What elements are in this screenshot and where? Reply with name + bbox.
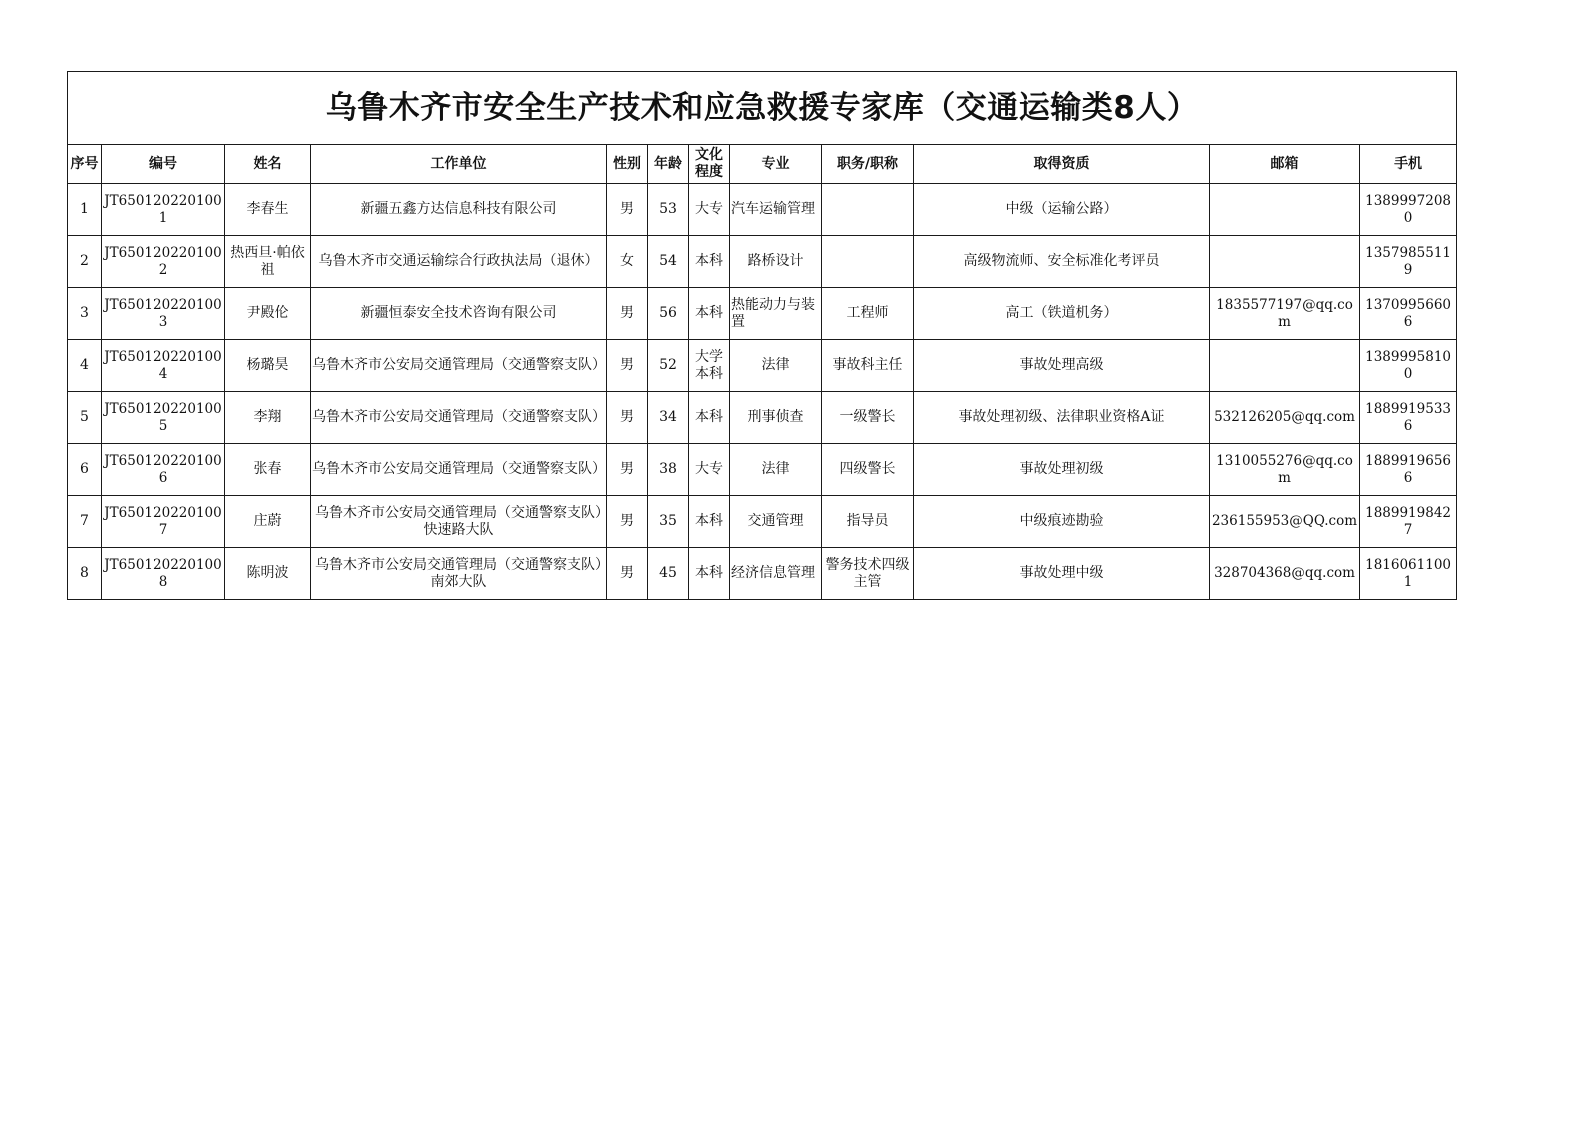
cell-employer: 乌鲁木齐市公安局交通管理局（交通警察支队）	[311, 444, 607, 496]
table-row	[68, 392, 1457, 444]
table-row	[68, 340, 1457, 392]
header-employer: 工作单位	[311, 145, 607, 184]
header-id: 编号	[102, 145, 225, 184]
cell-id: JT6501202201001	[102, 184, 225, 236]
header-row	[68, 145, 1457, 184]
cell-education: 本科	[689, 548, 730, 600]
header-gender: 性别	[607, 145, 648, 184]
cell-email: 236155953@QQ.com	[1210, 496, 1360, 548]
cell-name: 热西旦·帕依祖	[225, 236, 311, 288]
cell-index: 5	[68, 392, 102, 444]
cell-position	[822, 236, 914, 288]
table-row	[68, 236, 1457, 288]
cell-major: 热能动力与装置	[730, 288, 822, 340]
cell-id: JT6501202201002	[102, 236, 225, 288]
cell-gender: 男	[607, 392, 648, 444]
cell-age: 34	[648, 392, 689, 444]
cell-index: 8	[68, 548, 102, 600]
cell-age: 38	[648, 444, 689, 496]
cell-education: 本科	[689, 392, 730, 444]
header-age: 年龄	[648, 145, 689, 184]
cell-education: 大学本科	[689, 340, 730, 392]
cell-gender: 男	[607, 444, 648, 496]
cell-employer: 新疆五鑫方达信息科技有限公司	[311, 184, 607, 236]
table-row	[68, 496, 1457, 548]
cell-qualification: 事故处理初级	[914, 444, 1210, 496]
cell-email	[1210, 340, 1360, 392]
cell-position: 四级警长	[822, 444, 914, 496]
cell-gender: 女	[607, 236, 648, 288]
cell-phone: 13899958100	[1360, 340, 1457, 392]
cell-major: 法律	[730, 340, 822, 392]
cell-position: 事故科主任	[822, 340, 914, 392]
cell-index: 4	[68, 340, 102, 392]
cell-id: JT6501202201004	[102, 340, 225, 392]
cell-qualification: 中级痕迹勘验	[914, 496, 1210, 548]
cell-phone: 13709956606	[1360, 288, 1457, 340]
cell-major: 交通管理	[730, 496, 822, 548]
cell-id: JT6501202201008	[102, 548, 225, 600]
cell-employer: 新疆恒泰安全技术咨询有限公司	[311, 288, 607, 340]
cell-qualification: 高级物流师、安全标准化考评员	[914, 236, 1210, 288]
cell-employer: 乌鲁木齐市公安局交通管理局（交通警察支队）快速路大队	[311, 496, 607, 548]
header-phone: 手机	[1360, 145, 1457, 184]
cell-gender: 男	[607, 288, 648, 340]
table-row	[68, 444, 1457, 496]
cell-name: 杨璐昊	[225, 340, 311, 392]
cell-gender: 男	[607, 184, 648, 236]
cell-age: 56	[648, 288, 689, 340]
cell-employer: 乌鲁木齐市公安局交通管理局（交通警察支队）	[311, 340, 607, 392]
cell-position: 工程师	[822, 288, 914, 340]
cell-name: 陈明波	[225, 548, 311, 600]
cell-education: 本科	[689, 236, 730, 288]
page-title: 乌鲁木齐市安全生产技术和应急救援专家库（交通运输类8人）	[68, 72, 1457, 145]
cell-education: 大专	[689, 184, 730, 236]
header-position: 职务/职称	[822, 145, 914, 184]
cell-index: 3	[68, 288, 102, 340]
cell-name: 李春生	[225, 184, 311, 236]
cell-age: 54	[648, 236, 689, 288]
cell-id: JT6501202201006	[102, 444, 225, 496]
cell-phone: 13579855119	[1360, 236, 1457, 288]
cell-age: 45	[648, 548, 689, 600]
cell-phone: 18899196566	[1360, 444, 1457, 496]
cell-phone: 13899972080	[1360, 184, 1457, 236]
cell-email: 532126205@qq.com	[1210, 392, 1360, 444]
cell-gender: 男	[607, 496, 648, 548]
header-major: 专业	[730, 145, 822, 184]
cell-phone: 18899198427	[1360, 496, 1457, 548]
cell-major: 路桥设计	[730, 236, 822, 288]
cell-major: 刑事侦查	[730, 392, 822, 444]
cell-qualification: 高工（铁道机务）	[914, 288, 1210, 340]
cell-gender: 男	[607, 548, 648, 600]
cell-id: JT6501202201003	[102, 288, 225, 340]
cell-qualification: 中级（运输公路）	[914, 184, 1210, 236]
table-row	[68, 184, 1457, 236]
cell-qualification: 事故处理高级	[914, 340, 1210, 392]
cell-gender: 男	[607, 340, 648, 392]
cell-qualification: 事故处理初级、法律职业资格A证	[914, 392, 1210, 444]
cell-age: 35	[648, 496, 689, 548]
cell-name: 庄蔚	[225, 496, 311, 548]
cell-name: 尹殿伦	[225, 288, 311, 340]
table-row	[68, 288, 1457, 340]
spreadsheet	[67, 71, 1457, 600]
cell-employer: 乌鲁木齐市交通运输综合行政执法局（退休）	[311, 236, 607, 288]
cell-email: 1835577197@qq.com	[1210, 288, 1360, 340]
cell-position	[822, 184, 914, 236]
cell-index: 2	[68, 236, 102, 288]
cell-qualification: 事故处理中级	[914, 548, 1210, 600]
cell-id: JT6501202201005	[102, 392, 225, 444]
cell-education: 本科	[689, 288, 730, 340]
cell-index: 1	[68, 184, 102, 236]
cell-major: 汽车运输管理	[730, 184, 822, 236]
cell-age: 53	[648, 184, 689, 236]
cell-email: 328704368@qq.com	[1210, 548, 1360, 600]
cell-position: 一级警长	[822, 392, 914, 444]
cell-education: 大专	[689, 444, 730, 496]
header-name: 姓名	[225, 145, 311, 184]
table-row	[68, 548, 1457, 600]
cell-position: 警务技术四级主管	[822, 548, 914, 600]
cell-email	[1210, 236, 1360, 288]
expert-table	[67, 71, 1457, 600]
header-email: 邮箱	[1210, 145, 1360, 184]
header-education: 文化程度	[689, 145, 730, 184]
cell-email: 1310055276@qq.com	[1210, 444, 1360, 496]
header-index: 序号	[68, 145, 102, 184]
cell-employer: 乌鲁木齐市公安局交通管理局（交通警察支队）	[311, 392, 607, 444]
cell-id: JT6501202201007	[102, 496, 225, 548]
cell-phone: 18160611001	[1360, 548, 1457, 600]
cell-major: 经济信息管理	[730, 548, 822, 600]
cell-position: 指导员	[822, 496, 914, 548]
cell-employer: 乌鲁木齐市公安局交通管理局（交通警察支队）南郊大队	[311, 548, 607, 600]
cell-age: 52	[648, 340, 689, 392]
cell-name: 张春	[225, 444, 311, 496]
cell-education: 本科	[689, 496, 730, 548]
cell-name: 李翔	[225, 392, 311, 444]
header-qualification: 取得资质	[914, 145, 1210, 184]
cell-email	[1210, 184, 1360, 236]
cell-phone: 18899195336	[1360, 392, 1457, 444]
cell-major: 法律	[730, 444, 822, 496]
cell-index: 7	[68, 496, 102, 548]
cell-index: 6	[68, 444, 102, 496]
